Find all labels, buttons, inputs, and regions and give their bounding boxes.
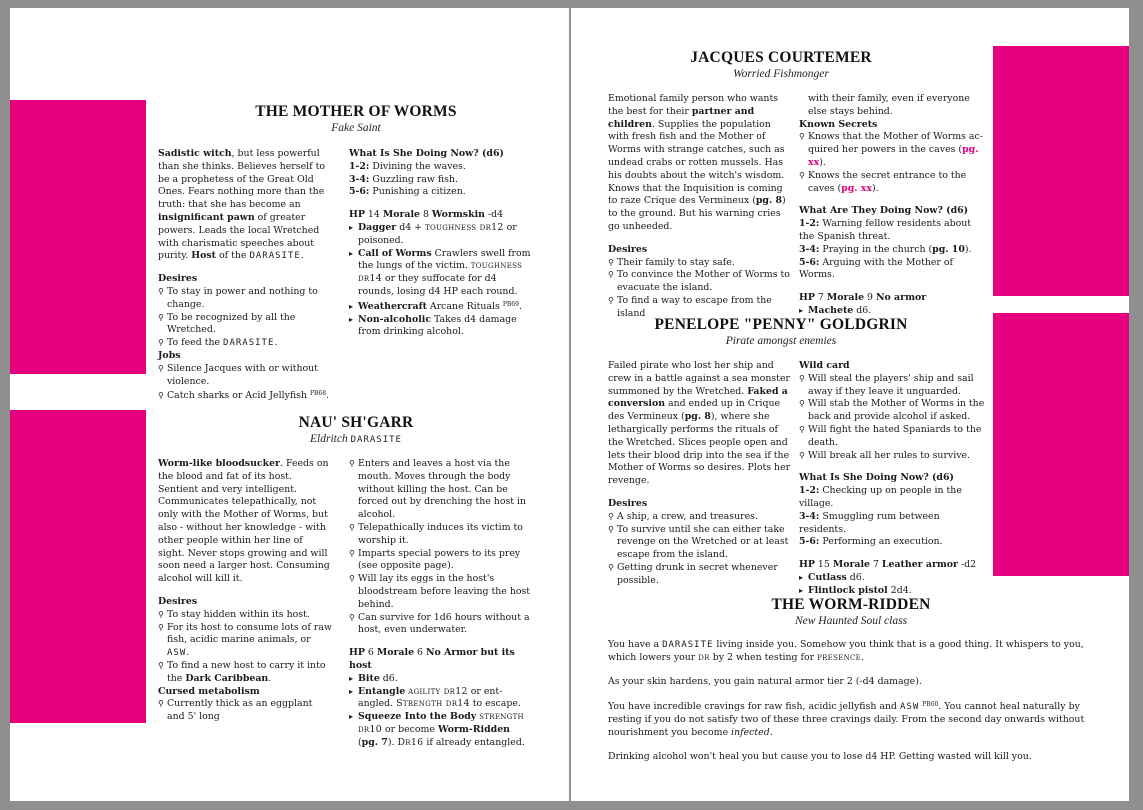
list-item: ⚲ Knows that the Mother of Worms ac-quired her powers in the caves (pg. xx). — [799, 131, 983, 168]
jacques-header — [581, 49, 981, 80]
section-title: What Is She Doing Now? (d6) — [349, 148, 504, 159]
section-title: Desires — [608, 243, 648, 255]
mother-col-right — [349, 148, 531, 339]
nau-shgarr-header — [156, 414, 556, 445]
npc-description: Emotional family person who wants the best for their partner and children. Supplies the population with fresh fish and the Mother of Worms with strange catches, such as undead crabs or rotten mussels. Has his doubts about the witch's wisdom. Knows that the Inquisition is coming to raze Crique des Vermineux (pg. 8) to the ground. But his warning cries go unheeded. — [608, 93, 786, 232]
list-item: ⚲ Currently thick as an eggplant and 5' long — [158, 698, 313, 723]
page-link[interactable]: pg. xx — [841, 182, 872, 194]
jacques-col-left — [608, 93, 792, 321]
list-item: ⚲ Enters and leaves a host via the mouth. Moves through the body without killing the host. Can be forced out by drenching the host in alcohol. — [349, 458, 527, 521]
npc-subtitle: Pirate amongst enemies — [725, 335, 837, 347]
list-item: ⚲ Will stab the Mother of Worms in the back and provide alcohol if asked. — [799, 398, 985, 423]
nau-col-left — [158, 458, 332, 724]
list-item: ⚲ To feed the DARASITE. — [158, 337, 278, 349]
npc-description: Failed pirate who lost her ship and crew in a battle against a sea monster summoned by the Wretched. Faked a conversion and ended up in Crique des Vermineux (pg. 8), where she lethargically performs the rituals of the Wretched. Slices people open and lets their blood drip into the sea if the Mother of Worms so desires. Plots her revenge. — [608, 360, 791, 487]
attack-item: ▸ Entangle agility dr12 or ent-angled. Strength dr14 to escape. — [349, 685, 521, 710]
worm-ridden-header — [651, 596, 1051, 627]
stat-line: HP 6 Morale 6 No Armor but its host — [349, 647, 515, 671]
pink-accent-block — [993, 313, 1129, 576]
stat-line: HP 7 Morale 9 No armor — [799, 292, 927, 304]
list-item: ⚲ Will break all her rules to survive. — [799, 449, 971, 461]
table-row: 1-2: Warning fellow residents about the Spanish threat. — [799, 218, 972, 242]
section-title: What Is She Doing Now? (d6) — [799, 472, 954, 484]
paragraph: You have incredible cravings for raw fish, acidic jellyfish and ASW $^{PB60}$. You cannot heal naturally by resting if you do not satisfy two of these three cravings daily. From the second day onwards without nourishment you become infected. — [608, 701, 1085, 738]
section-title: What Are They Doing Now? (d6) — [799, 205, 969, 217]
penny-col-left — [608, 360, 792, 588]
attack-item: ▸ Dagger d4 + toughness dr12 or poisoned. — [349, 221, 517, 246]
list-item: ⚲ To convince the Mother of Worms to evacuate the island. — [608, 269, 790, 294]
penny-header — [581, 316, 981, 347]
list-item: ⚲ Their family to stay safe. — [608, 256, 735, 268]
npc-name: PENELOPE "PENNY" GOLDGRIN — [654, 316, 908, 333]
npc-name: JACQUES COURTEMER — [690, 49, 872, 66]
table-row: 3-4: Praying in the church (pg. 10). — [799, 243, 972, 255]
penny-col-right — [799, 360, 985, 598]
list-item: ⚲ Knows the secret entrance to the caves (pg. xx). — [799, 169, 967, 194]
npc-name: NAU' SH'GARR — [298, 414, 414, 431]
right-page — [571, 8, 1129, 801]
list-item: ⚲ Silence Jacques with or without violence. — [158, 362, 318, 387]
section-title: Desires — [608, 497, 648, 509]
list-item: ⚲ To find a new host to carry it into the Dark Caribbean. — [158, 659, 326, 684]
pink-accent-block — [10, 100, 146, 374]
list-item: ⚲ Will fight the hated Spaniards to the death. — [799, 423, 982, 448]
parasite-glyph: DARASITE — [249, 251, 301, 262]
list-item: ⚲ Will steal the players' ship and sail away if they leave it unguarded. — [799, 372, 974, 397]
list-item: ⚲ Getting drunk in secret whenever possible. — [608, 561, 778, 586]
page-link[interactable]: pg. xx — [808, 144, 979, 168]
paragraph: Drinking alcohol won't heal you but cause you to lose d4 HP. Getting wasted will kill you. — [608, 750, 1032, 762]
table-row: 1-2: Checking up on people in the village. — [799, 485, 962, 509]
npc-subtitle: Eldritch DARASITE — [310, 433, 402, 445]
list-item: ⚲ To stay in power and nothing to change. — [158, 285, 318, 310]
mother-col-left — [158, 148, 332, 403]
table-row: 5-6: Punishing a citizen. — [349, 186, 466, 198]
jacques-col-right — [799, 93, 985, 318]
pink-accent-block — [10, 410, 146, 723]
npc-subtitle: Fake Saint — [331, 122, 381, 134]
attack-item: ▸ Machete d6. — [799, 304, 872, 316]
mother-of-worms-header — [156, 103, 556, 134]
table-row: 5-6: Arguing with the Mother of Worms. — [799, 256, 954, 281]
class-subtitle: New Haunted Soul class — [794, 615, 908, 627]
table-row: 1-2: Divining the waves. — [349, 160, 466, 172]
paragraph: As your skin hardens, you gain natural armor tier 2 (-d4 damage). — [608, 675, 922, 687]
section-title: Desires — [158, 595, 198, 607]
attack-item: ▸ Squeeze Into the Body strength dr10 or become Worm-Ridden (pg. 7). Dr16 if already entangled. — [349, 711, 525, 748]
worm-ridden-text — [608, 639, 1086, 775]
table-row: 3-4: Smuggling rum between residents. — [799, 510, 940, 535]
attack-item: ▸ Call of Worms Crawlers swell from the lungs of the victim. toughness dr14 or they suffocate for d4 rounds, losing d4 HP each round. — [349, 247, 531, 297]
npc-name: THE MOTHER OF WORMS — [255, 103, 457, 120]
npc-description: Worm-like bloodsucker. Feeds on the blood and fat of its host. Sentient and very intelligent. Communicates telepathically, not only with the Mother of Worms, but also - without her knowledge - with other people within her line of sight. Never stops growing and will soon need a larger host. Consuming alcohol will kill it. — [158, 458, 330, 585]
npc-subtitle: Worried Fishmonger — [733, 68, 829, 80]
list-item: ⚲ Catch sharks or Acid Jellyfish $^{PB68}$. — [158, 390, 330, 402]
list-item: ⚲ To stay hidden within its host. — [158, 608, 310, 620]
list-item: ⚲ To be recognized by all the Wretched. — [158, 311, 296, 336]
npc-description: Sadistic witch, but less powerful than she thinks. Believes herself to be a prophetess of the Great Old Ones. Fears nothing more than the truth: that she has become an insignificant pawn of greater powers. Leads the local Wretched with charismatic speeches about purity. Host of the DARASITE. — [158, 148, 325, 262]
list-item: ⚲ Imparts special powers to its prey (see opposite page). — [349, 547, 521, 572]
section-title: Known Secrets — [799, 118, 878, 130]
attack-item: ▸ Cutlass d6. — [799, 571, 865, 583]
attack-item: ▸ Bite d6. — [349, 672, 398, 684]
stat-line: HP 15 Morale 7 Leather armor -d2 — [799, 559, 977, 571]
left-page — [10, 8, 569, 801]
list-item: ⚲ Can survive for 1d6 hours without a host, even underwater. — [349, 611, 530, 636]
section-title: Wild card — [799, 360, 850, 371]
stat-line: HP 14 Morale 8 Wormskin -d4 — [349, 209, 504, 221]
class-name: THE WORM-RIDDEN — [771, 596, 931, 613]
pink-accent-block — [993, 46, 1129, 296]
list-item: ⚲ A ship, a crew, and treasures. — [608, 510, 758, 522]
list-item: ⚲ For its host to consume lots of raw fish, acidic marine animals, or ASW. — [158, 621, 332, 659]
list-item: ⚲ Will lay its eggs in the host's bloodstream before leaving the host behind. — [349, 573, 531, 610]
list-item: ⚲ Telepathically induces its victim to worship it. — [349, 521, 523, 546]
attack-item: ▸ Flintlock pistol 2d4. — [799, 584, 912, 596]
table-row: 3-4: Guzzling raw fish. — [349, 173, 458, 185]
section-title: Desires — [158, 273, 198, 285]
list-item-continued: with their family, even if everyone else stays behind. — [808, 93, 970, 117]
paragraph: You have a DARASITE living inside you. Somehow you think that is a good thing. It whispers to you, which lowers your dr by 2 when testing for presence. — [608, 639, 1084, 663]
nau-col-right — [349, 458, 531, 750]
table-row: 5-6: Performing an execution. — [799, 536, 943, 548]
attack-item: ▸ Weathercraft Arcane Rituals $^{PB69}$. — [349, 300, 522, 312]
section-title: Jobs — [158, 349, 181, 361]
list-item: ⚲ To find a way to escape from the island — [608, 294, 772, 319]
section-title: Cursed metabolism — [158, 685, 260, 697]
list-item: ⚲ To survive until she can either take revenge on the Wretched or at least escape from the island. — [608, 523, 789, 561]
attack-item: ▸ Non-alcoholic Takes d4 damage from drinking alcohol. — [349, 313, 517, 338]
